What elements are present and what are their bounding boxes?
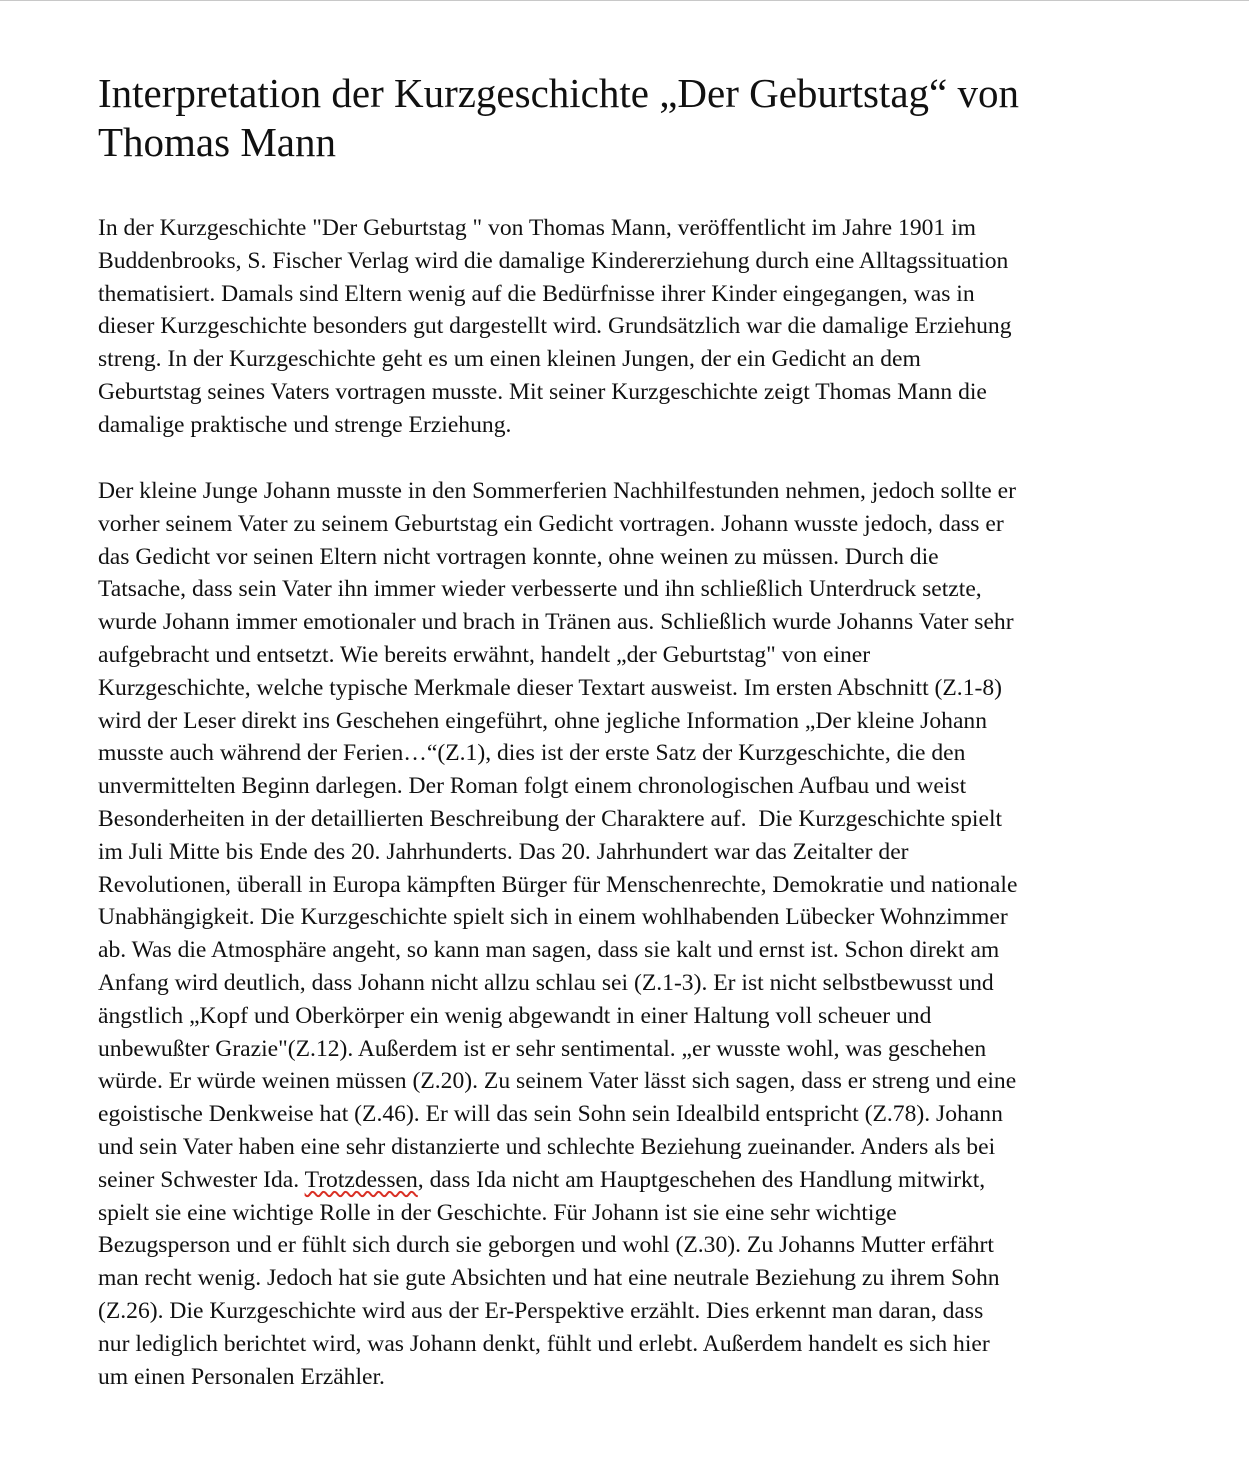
text-line: Unabhängigkeit. Die Kurzgeschichte spielt sich in einem wohlhabenden Lübecker Wohnzimmer — [98, 904, 1008, 931]
text-line: Revolutionen, überall in Europa kämpften Bürger für Menschenrechte, Demokratie und nationale — [98, 871, 1018, 898]
text-line: thematisiert. Damals sind Eltern wenig auf die Bedürfnisse ihrer Kinder eingegangen, was in — [98, 280, 975, 307]
text-line: Bezugsperson und er fühlt sich durch sie geborgen und wohl (Z.30). Zu Johanns Mutter erfährt — [98, 1232, 994, 1259]
text-line: Anfang wird deutlich, dass Johann nicht allzu schlau sei (Z.1-3). Er ist nicht selbstbewusst und — [98, 969, 994, 996]
spelling-error-word[interactable]: Trotzdessen — [304, 1166, 418, 1193]
text-line: vorher seinem Vater zu seinem Geburtstag ein Gedicht vortragen. Johann wusste jedoch, dass er — [98, 510, 1004, 537]
text-line: aufgebracht und entsetzt. Wie bereits erwähnt, handelt „der Geburtstag" von einer — [98, 641, 871, 668]
text-line: im Juli Mitte bis Ende des 20. Jahrhunderts. Das 20. Jahrhundert war das Zeitalter der — [98, 838, 909, 865]
text-line: ängstlich „Kopf und Oberkörper ein wenig abgewandt in einer Haltung voll scheuer und — [98, 1002, 932, 1029]
text-segment: seiner Schwester Ida. — [98, 1166, 305, 1193]
text-line: Geburtstag seines Vaters vortragen musste. Mit seiner Kurzgeschichte zeigt Thomas Mann die — [98, 378, 987, 405]
text-line: egoistische Denkweise hat (Z.46). Er will das sein Sohn sein Idealbild entspricht (Z.78). Johann — [98, 1101, 1003, 1128]
text-line: (Z.26). Die Kurzgeschichte wird aus der Er-Perspektive erzählt. Dies erkennt man daran, dass — [98, 1297, 984, 1324]
text-line: man recht wenig. Jedoch hat sie gute Absichten und hat eine neutrale Beziehung zu ihrem Sohn — [98, 1265, 1000, 1292]
text-line: das Gedicht vor seinen Eltern nicht vortragen konnte, ohne weinen zu müssen. Durch die — [98, 543, 939, 570]
text-line: dieser Kurzgeschichte besonders gut dargestellt wird. Grundsätzlich war die damalige Erziehung — [98, 313, 1012, 340]
title-line: Thomas Mann — [98, 119, 336, 165]
text-line: Der kleine Junge Johann musste in den Sommerferien Nachhilfestunden nehmen, jedoch sollte er — [98, 478, 1016, 504]
text-line: würde. Er würde weinen müssen (Z.20). Zu seinem Vater lässt sich sagen, dass er streng und eine — [98, 1068, 1017, 1095]
text-line: musste auch während der Ferien…“(Z.1), dies ist der erste Satz der Kurzgeschichte, die den — [98, 740, 966, 767]
text-segment: , dass Ida nicht am Hauptgeschehen des Handlung mitwirkt, — [417, 1166, 986, 1193]
document-page — [0, 1, 1249, 1480]
text-line: Tatsache, dass sein Vater ihn immer wieder verbesserte und ihn schließlich Unterdruck setzte, — [98, 576, 982, 603]
text-line: um einen Personalen Erzähler. — [98, 1363, 385, 1390]
text-line: spielt sie eine wichtige Rolle in der Geschichte. Für Johann ist sie eine sehr wichtige — [98, 1199, 897, 1226]
text-line: nur lediglich berichtet wird, was Johann denkt, fühlt und erlebt. Außerdem handelt es sich hier — [98, 1330, 990, 1357]
text-line: Kurzgeschichte, welche typische Merkmale dieser Textart ausweist. Im ersten Abschnitt (Z.1-8) — [98, 674, 1003, 701]
text-line: damalige praktische und strenge Erziehung. — [98, 411, 512, 438]
title-line: Interpretation der Kurzgeschichte „Der Geburtstag“ von — [98, 70, 1019, 116]
text-line: ab. Was die Atmosphäre angeht, so kann man sagen, dass sie kalt und ernst ist. Schon direkt am — [98, 937, 1000, 964]
text-line: wird der Leser direkt ins Geschehen eingeführt, ohne jegliche Information „Der kleine Johann — [98, 707, 988, 734]
text-line: unvermittelten Beginn darlegen. Der Roman folgt einem chronologischen Aufbau und weist — [98, 773, 967, 800]
text-line: streng. In der Kurzgeschichte geht es um einen kleinen Jungen, der ein Gedicht an dem — [98, 346, 921, 373]
text-line: unbewußter Grazie"(Z.12). Außerdem ist er sehr sentimental. „er wusste wohl, was geschehen — [98, 1035, 987, 1062]
document-title — [98, 69, 1158, 167]
text-line: Buddenbrooks, S. Fischer Verlag wird die damalige Kindererziehung durch eine Alltagssituation — [98, 247, 1009, 274]
paragraph-analysis — [98, 475, 1017, 1393]
text-line-with-spell-error — [98, 1164, 1017, 1197]
paragraph-introduction — [98, 212, 1012, 442]
text-line: wurde Johann immer emotionaler und brach in Tränen aus. Schließlich wurde Johanns Vater sehr — [98, 609, 1014, 636]
text-line: In der Kurzgeschichte "Der Geburtstag " von Thomas Mann, veröffentlicht im Jahre 1901 im — [98, 215, 977, 241]
text-line: Besonderheiten in der detaillierten Beschreibung der Charaktere auf. Die Kurzgeschichte spielt — [98, 805, 1003, 832]
text-line: und sein Vater haben eine sehr distanzierte und schlechte Beziehung zueinander. Anders als bei — [98, 1133, 996, 1160]
